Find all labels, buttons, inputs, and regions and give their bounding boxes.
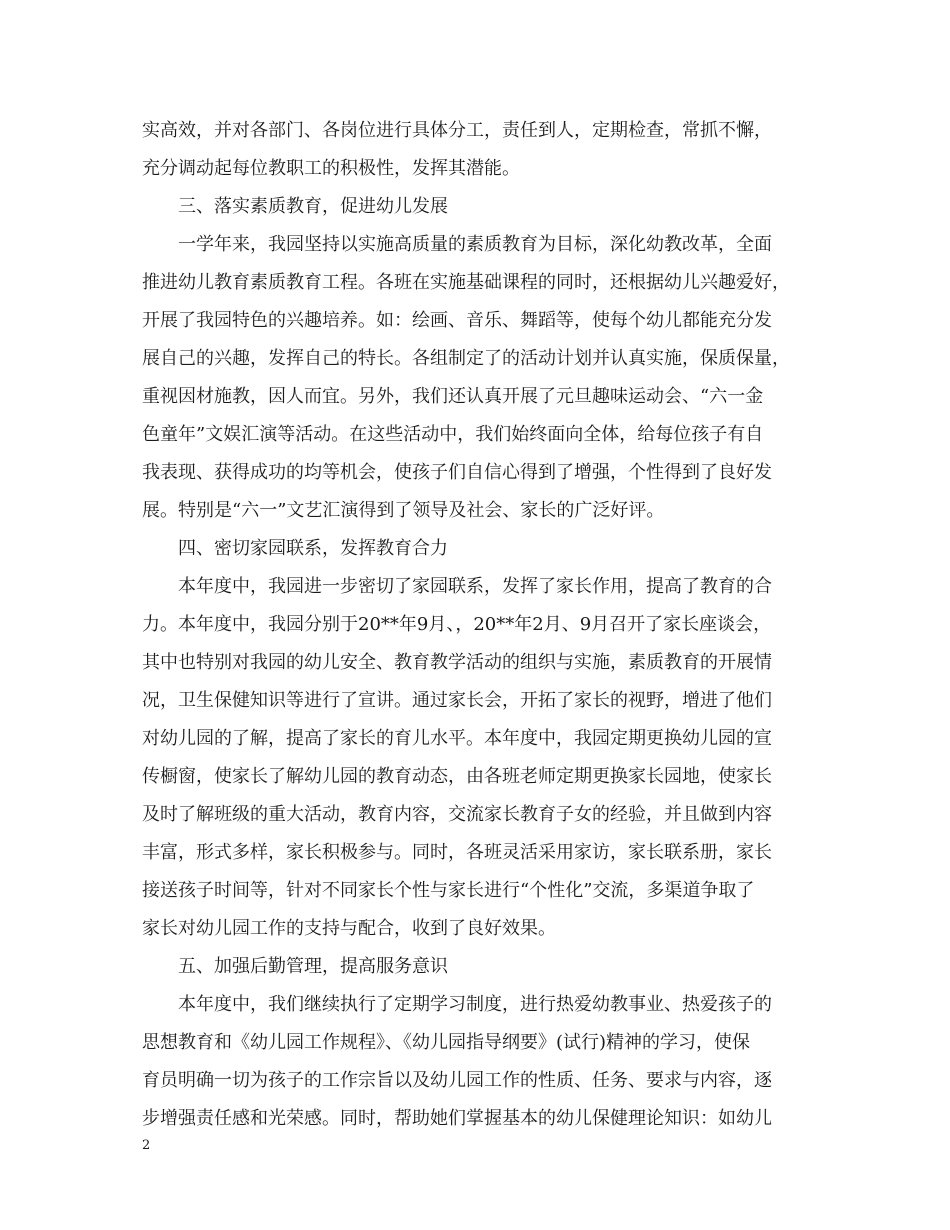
text-line: 开展了我园特色的兴趣培养。如：绘画、音乐、舞蹈等，使每个幼儿都能充分发	[142, 310, 772, 331]
section-heading: 三、落实素质教育，促进幼儿发展	[178, 196, 448, 217]
text-line: 充分调动起每位教职工的积极性，发挥其潜能。	[142, 158, 520, 179]
text-line: 展自己的兴趣，发挥自己的特长。各组制定了的活动计划并认真实施，保质保量，	[142, 348, 790, 369]
text-line: 丰富，形式多样，家长积极参与。同时，各班灵活采用家访，家长联系册，家长	[142, 842, 772, 863]
text-line: 及时了解班级的重大活动，教育内容，交流家长教育子女的经验，并且做到内容	[142, 804, 772, 825]
text-line: 传橱窗，使家长了解幼儿园的教育动态，由各班老师定期更换家长园地，使家长	[142, 766, 772, 787]
text-line: 我表现、获得成功的均等机会，使孩子们自信心得到了增强，个性得到了良好发	[142, 462, 772, 483]
text-line: 对幼儿园的了解，提高了家长的育儿水平。本年度中，我园定期更换幼儿园的宣	[142, 728, 772, 749]
section-heading: 五、加强后勤管理，提高服务意识	[178, 956, 448, 977]
text-line: 接送孩子时间等，针对不同家长个性与家长进行“个性化”交流，多渠道争取了	[142, 880, 755, 901]
text-line: 其中也特别对我园的幼儿安全、教育教学活动的组织与实施，素质教育的开展情	[142, 652, 772, 673]
paragraph-first-line: 一学年来，我园坚持以实施高质量的素质教育为目标，深化幼教改革，全面	[178, 234, 772, 255]
text-line: 色童年”文娱汇演等活动。在这些活动中，我们始终面向全体，给每位孩子有自	[142, 424, 764, 445]
text-line: 重视因材施教，因人而宜。另外，我们还认真开展了元旦趣味运动会、“六一金	[142, 386, 764, 407]
text-line: 实高效，并对各部门、各岗位进行具体分工，责任到人，定期检查，常抓不懈，	[142, 120, 772, 141]
text-line: 推进幼儿教育素质教育工程。各班在实施基础课程的同时，还根据幼儿兴趣爱好，	[142, 272, 790, 293]
text-line: 育员明确一切为孩子的工作宗旨以及幼儿园工作的性质、任务、要求与内容，逐	[142, 1070, 772, 1091]
section-heading: 四、密切家园联系，发挥教育合力	[178, 538, 448, 559]
text-line: 况，卫生保健知识等进行了宣讲。通过家长会，开拓了家长的视野，增进了他们	[142, 690, 772, 711]
text-line: 力。本年度中，我园分别于20**年9月、，20**年2月、9月召开了家长座谈会，	[142, 614, 772, 635]
paragraph-first-line: 本年度中，我园进一步密切了家园联系，发挥了家长作用，提高了教育的合	[178, 576, 772, 597]
page-number: 2	[142, 1138, 151, 1153]
text-line: 思想教育和《幼儿园工作规程》、《幼儿园指导纲要》(试行)精神的学习，使保	[142, 1032, 751, 1053]
text-line: 步增强责任感和光荣感。同时，帮助她们掌握基本的幼儿保健理论知识：如幼儿	[142, 1108, 772, 1129]
text-line: 展。特别是“六一”文艺汇演得到了领导及社会、家长的广泛好评。	[142, 500, 665, 521]
document-body	[142, 112, 807, 1138]
paragraph-first-line: 本年度中，我们继续执行了定期学习制度，进行热爱幼教事业、热爱孩子的	[178, 994, 772, 1015]
text-line: 家长对幼儿园工作的支持与配合，收到了良好效果。	[142, 918, 556, 939]
